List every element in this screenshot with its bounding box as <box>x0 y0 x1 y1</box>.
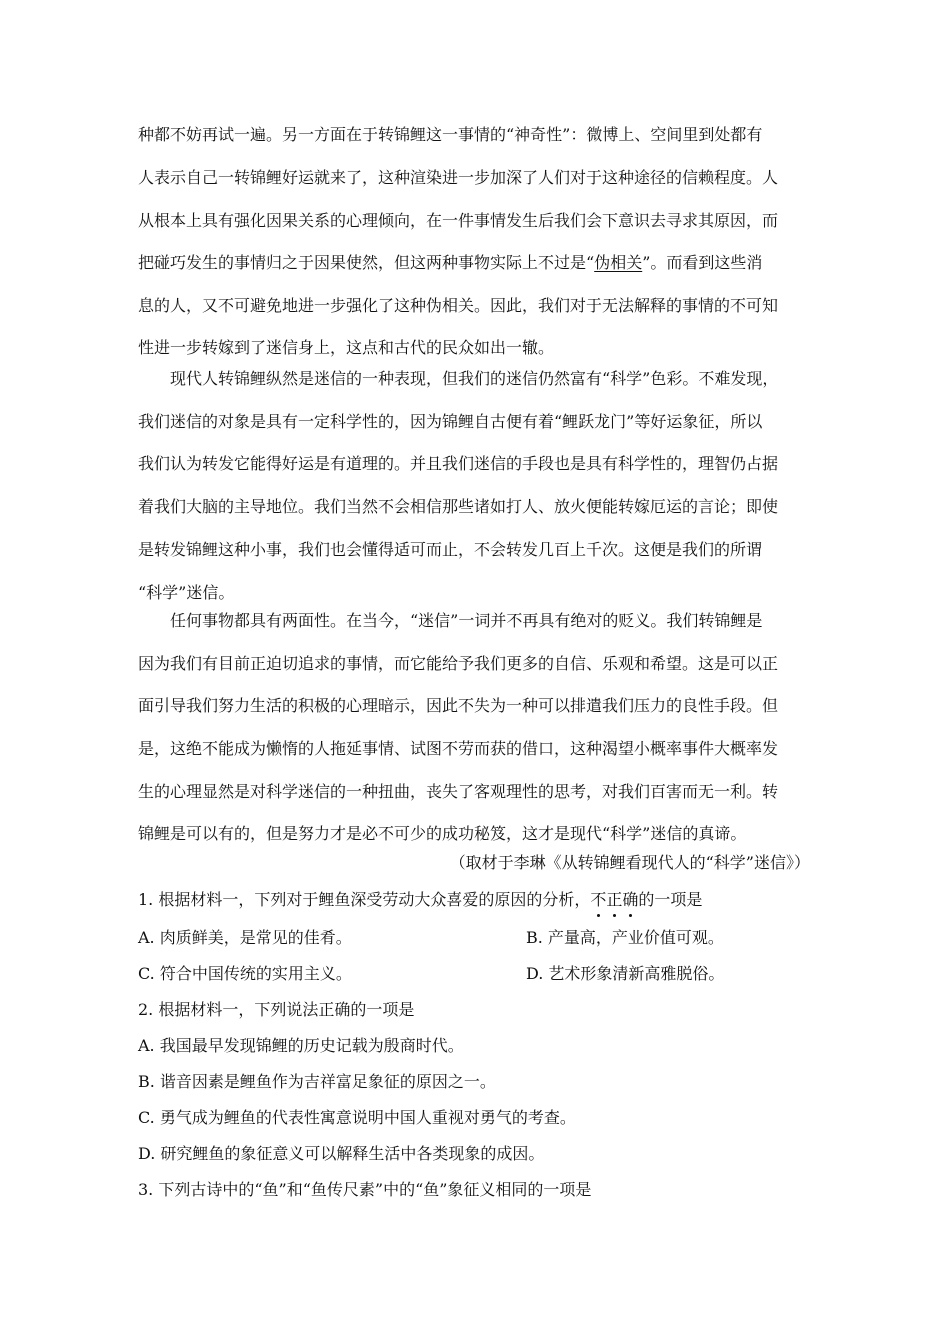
paragraph-line: 我们迷信的对象是具有一定科学性的，因为锦鲤自古便有着“鲤跃龙门”等好运象征，所以 <box>138 412 763 431</box>
paragraph-line: 人表示自己一转锦鲤好运就来了，这种渲染进一步加深了人们对于这种途径的信赖程度。人 <box>138 168 779 187</box>
question-1-option-c: C. 符合中国传统的实用主义。 <box>138 964 352 983</box>
paragraph-line-with-underline <box>138 252 762 274</box>
line-text: 把碰巧发生的事情归之于因果使然，但这两种事物实际上不过是“ <box>138 253 595 272</box>
question-1-option-b: B. 产量高，产业价值可观。 <box>526 928 724 947</box>
paragraph-line: 生的心理显然是对科学迷信的一种扭曲，丧失了客观理性的思考，对我们百害而无一利。转 <box>138 782 779 801</box>
question-1-stem <box>138 889 702 911</box>
question-2-stem: 2. 根据材料一，下列说法正确的一项是 <box>138 1000 415 1019</box>
paragraph-line: 任何事物都具有两面性。在当今，“迷信”一词并不再具有绝对的贬义。我们转锦鲤是 <box>170 611 763 630</box>
emphasis-char: 不 <box>590 890 607 909</box>
question-2-option-a: A. 我国最早发现锦鲤的历史记载为殷商时代。 <box>138 1036 464 1055</box>
stem-text: 的一项是 <box>638 890 703 909</box>
question-1-option-d: D. 艺术形象清新高雅脱俗。 <box>526 964 725 983</box>
line-text: ”。而看到这些消 <box>642 253 763 272</box>
paragraph-line: 因为我们有目前正迫切追求的事情，而它能给予我们更多的自信、乐观和希望。这是可以正 <box>138 654 779 673</box>
emphasis-char: 确 <box>622 890 639 909</box>
emphasis-char: 正 <box>606 890 623 909</box>
paragraph-line: 面引导我们努力生活的积极的心理暗示，因此不失为一种可以排遣我们压力的良性手段。但 <box>138 696 779 715</box>
paragraph-line: 锦鲤是可以有的，但是努力才是必不可少的成功秘笈，这才是现代“科学”迷信的真谛。 <box>138 824 747 843</box>
paragraph-line: 种都不妨再试一遍。另一方面在于转锦鲤这一事情的“神奇性”：微博上、空间里到处都有 <box>138 125 763 144</box>
paragraph-line: 我们认为转发它能得好运是有道理的。并且我们迷信的手段也是具有科学性的，理智仍占据 <box>138 454 779 473</box>
underlined-term: 伪相关 <box>594 253 643 272</box>
question-1-option-a: A. 肉质鲜美，是常见的佳肴。 <box>138 928 352 947</box>
paragraph-line: 从根本上具有强化因果关系的心理倾向，在一件事情发生后我们会下意识去寻求其原因，而 <box>138 211 779 230</box>
paragraph-line: 现代人转锦鲤纵然是迷信的一种表现，但我们的迷信仍然富有“科学”色彩。不难发现， <box>170 369 779 388</box>
paragraph-line: 是，这绝不能成为懒惰的人拖延事情、试图不劳而获的借口，这种渴望小概率事件大概率发 <box>138 739 779 758</box>
question-2-option-c: C. 勇气成为鲤鱼的代表性寓意说明中国人重视对勇气的考查。 <box>138 1108 576 1127</box>
paragraph-line: 性进一步转嫁到了迷信身上，这点和古代的民众如出一辙。 <box>138 338 555 357</box>
question-3-stem: 3. 下列古诗中的“鱼”和“鱼传尺素”中的“鱼”象征义相同的一项是 <box>138 1180 592 1199</box>
paragraph-line: 息的人，又不可避免地进一步强化了这种伪相关。因此，我们对于无法解释的事情的不可知 <box>138 296 779 315</box>
paragraph-line: “科学”迷信。 <box>138 583 235 602</box>
paragraph-line: 着我们大脑的主导地位。我们当然不会相信那些诸如打人、放火便能转嫁厄运的言论；即使 <box>138 497 779 516</box>
question-2-option-b: B. 谐音因素是鲤鱼作为吉祥富足象征的原因之一。 <box>138 1072 496 1091</box>
paragraph-line: 是转发锦鲤这种小事，我们也会懂得适可而止，不会转发几百上千次。这便是我们的所谓 <box>138 540 763 559</box>
question-2-option-d: D. 研究鲤鱼的象征意义可以解释生活中各类现象的成因。 <box>138 1144 545 1163</box>
source-citation: （取材于李琳《从转锦鲤看现代人的“科学”迷信》） <box>449 853 810 872</box>
stem-text: 1. 根据材料一，下列对于鲤鱼深受劳动大众喜爱的原因的分析， <box>138 890 591 909</box>
